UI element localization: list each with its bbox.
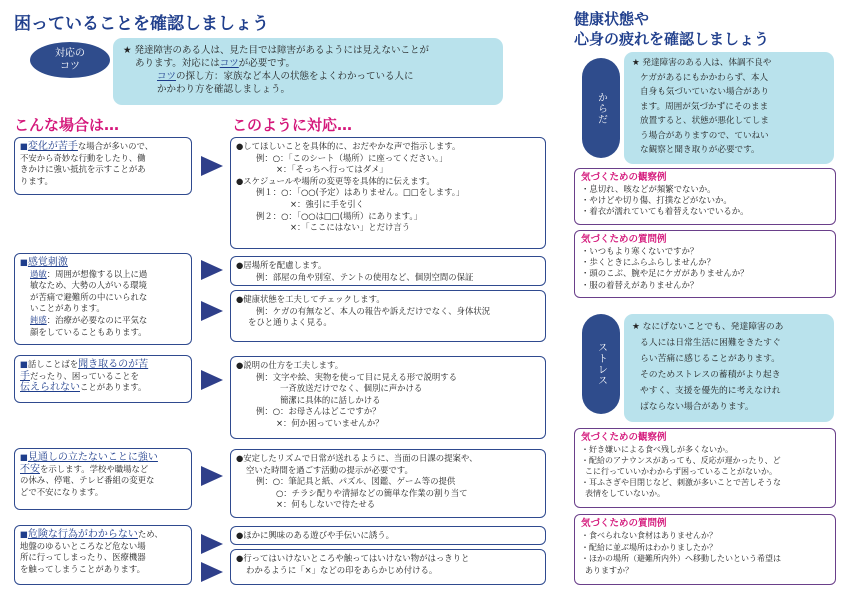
bullet: ■ [20, 529, 28, 539]
right-title-line2: 心身の疲れを確認しましょう [574, 30, 770, 48]
stress-obs-item: ・配給のアナウンスがあっても、反応が遅かったり、ど [581, 456, 781, 465]
response-line: 一斉放送だけでなく、個別に声かける [280, 383, 423, 394]
response-line: 簡潔に具体的に話しかける [280, 394, 381, 405]
case-text: ります。 [20, 175, 53, 186]
response-explain [230, 356, 546, 439]
karada-line: ます。周囲が気づかずにそのまま [640, 101, 769, 112]
karada-line: ケガがあるにもかかわらず、本人 [640, 72, 769, 83]
case-text: 敏なため、大勢の人がいる環境 [30, 280, 147, 291]
karada-line: ★ 発達障害のある人は、体調不良や [632, 58, 772, 68]
case-sensory-keyword: 感覚刺激 [27, 257, 68, 268]
tips-line4: かかわり方を確認しましょう。 [157, 84, 291, 95]
response-line: 空いた時間を過ごす活動の提示が必要です。 [246, 464, 413, 475]
karada-q-title: 気づくための質問例 [581, 234, 667, 245]
response-line: ○：チラシ配りや清掃などの簡単な作業の割り当て [276, 487, 468, 498]
case-uncertainty-keyword: 見通しの立たないことに強い [27, 452, 158, 463]
response-line: ●説明の仕方を工夫します。 [236, 360, 344, 370]
tips-box [113, 38, 503, 105]
case-text: ：周囲が想像する以上に過 [46, 268, 148, 279]
case-text: な場合が多いので、 [77, 141, 154, 151]
stress-box [624, 314, 834, 422]
stress-line: やすく、支援を優先的に考えなけれ [640, 386, 781, 396]
karada-q-item: ・頭のこぶ、腕や足にケガがありませんか？ [581, 268, 749, 279]
response-invite [230, 526, 546, 545]
case-text: ことがあります。 [80, 382, 147, 393]
tips-badge [30, 42, 110, 78]
keyword-hyper: 過敏 [30, 268, 47, 279]
stress-questions [574, 514, 836, 585]
case-danger-keyword: 危険な行為がわからない [27, 529, 138, 540]
karada-obs-item: ・息切れ、咳などが頻繁でないか。 [581, 184, 716, 194]
page-title: 困っていることを確認しましょう [14, 14, 269, 34]
response-line: ●行ってはいけないところや触ってはいけない物がはっきりと [236, 553, 470, 563]
stress-q-item: ・食べられない食材はありませんか？ [581, 531, 717, 540]
response-health [230, 290, 546, 342]
stress-obs-item: 表情をしていないか。 [585, 489, 665, 498]
response-line: ×：「そっちへ行ってはダメ」 [276, 164, 388, 175]
tips-badge-line1: 対応の [55, 48, 85, 59]
karada-line: な観察と聞き取りが必要です。 [640, 145, 760, 155]
response-place [230, 256, 546, 286]
stress-obs-title: 気づくための観察例 [581, 432, 667, 443]
tips-line2b: が必要です。 [238, 58, 296, 69]
tips-keyword: コツ [219, 58, 239, 69]
case-danger [14, 525, 192, 585]
stress-q-title: 気づくための質問例 [581, 518, 667, 529]
arrow-icon [201, 156, 223, 176]
case-uncertainty-keyword2: 不安 [20, 463, 40, 475]
karada-line: 放置すると、状態が悪化してしま [640, 116, 769, 126]
stress-line: らい苦痛に感じることがあります。 [640, 354, 781, 364]
stress-obs-item: ・好き嫌いによる食べ残しが多くないか。 [581, 445, 733, 454]
response-line: ×：強引に手を引く [290, 198, 365, 209]
karada-observation [574, 168, 836, 225]
response-line: 例２：○：「○○は□□(場所）にあります。」 [256, 210, 422, 221]
bullet: ■ [20, 257, 28, 267]
case-listening-keyword3: 伝えられない [20, 382, 80, 394]
keyword-hypo: 鈍感 [30, 314, 47, 325]
karada-q-item: ・服の着替えがありませんか？ [581, 279, 699, 290]
case-text: 顔をしていることもあります。 [30, 326, 147, 337]
response-line: ×：何もしないで待たせる [276, 499, 376, 510]
karada-line: う場合がありますので、ていねい [640, 130, 769, 141]
karada-badge [582, 58, 620, 158]
karada-questions [574, 230, 836, 298]
arrow-icon [201, 301, 223, 321]
arrow-icon [201, 534, 223, 554]
case-listening [14, 355, 192, 403]
arrow-icon [201, 260, 223, 280]
case-text: 地盤のゆるいところなど危ない場 [20, 540, 146, 551]
case-change-keyword: 変化が苦手 [27, 141, 78, 152]
arrow-icon [201, 370, 223, 390]
karada-obs-item: ・着衣が濡れていても着替えないでいるか。 [581, 206, 749, 217]
response-line: 例：部屋の角や別室、テントの使用など、個別空間の保証 [256, 271, 474, 282]
case-text: 所に行ってしまったり、医療機器 [20, 552, 146, 563]
case-text: 話しことばを [27, 359, 79, 369]
case-listening-keyword: 聞き取るのが苦 [78, 359, 149, 370]
stress-obs-item: こに行っていいかわからず困っていることがないか。 [585, 467, 777, 476]
case-uncertainty [14, 448, 192, 510]
stress-q-item: ありますか？ [585, 565, 633, 575]
response-change [230, 137, 546, 249]
response-line: ●健康状態を工夫してチェックします。 [236, 294, 385, 304]
right-title [574, 9, 769, 49]
response-line: ●安定したリズムで日常が送れるように、当面の日課の提案や、 [236, 453, 478, 463]
case-text: が苦痛で避難所の中にいられな [30, 291, 148, 302]
stress-badge [582, 314, 620, 414]
karada-obs-title: 気づくための観察例 [581, 172, 667, 183]
karada-line: 自身も気づいていない場合があり [640, 87, 769, 97]
response-routine [230, 449, 546, 518]
stress-obs-item: ・耳ふさぎや目閉じなど、刺激が多いことで苦しそうな [581, 478, 781, 487]
heading-responses: このように対応… [232, 116, 353, 134]
stress-badge-label: ストレス [595, 342, 607, 386]
response-line: 例：○：お母さんはどこですか？ [256, 406, 381, 417]
response-line: ×：「ここにはない」とだけ言う [290, 222, 411, 233]
response-line: 例：○：筆記具と紙、パズル、図鑑、ゲーム等の提供 [256, 476, 456, 487]
case-text: ため、 [137, 529, 163, 539]
tips-line3: の探し方：家族など本人の状態をよくわかっている人に [176, 71, 414, 82]
stress-line: る人には日常生活に困難をきたすぐ [640, 338, 781, 348]
case-change [14, 137, 192, 195]
tips-badge-line2: コツ [60, 61, 80, 72]
case-text: だったり、困っていることを [30, 370, 139, 381]
response-line: をひと通りよく見る。 [248, 317, 332, 328]
response-mark [230, 549, 546, 585]
case-text: を触ってしまうことがあります。 [20, 563, 145, 574]
karada-badge-label: からだ [595, 91, 607, 125]
stress-observation [574, 428, 836, 508]
response-line: ●してほしいことを具体的に、おだやかな声で指示します。 [236, 141, 461, 151]
tips-keyword2: コツ [157, 71, 177, 82]
karada-q-item: ・いつもより寒くないですか？ [581, 246, 699, 256]
case-sensory [14, 253, 192, 345]
stress-q-item: ・配給に並ぶ場所はわかりましたか？ [581, 542, 717, 552]
response-line: ●ほかに興味のある遊びや手伝いに誘う。 [236, 530, 395, 540]
bullet: ■ [20, 141, 28, 151]
case-text: いことがあります。 [30, 303, 105, 314]
response-line: わかるように「×」などの印をあらかじめ付ける。 [246, 564, 438, 575]
response-line: 例：文字や絵、実物を使って目に見える形で説明する [256, 371, 457, 382]
stress-line: そのためストレスの蓄積がより起き [640, 370, 781, 380]
case-text: 不安から奇妙な行動をしたり、働 [20, 152, 146, 163]
stress-line: ★ なにげないことでも、発達障害のあ [632, 322, 784, 332]
stress-q-item: ・ほかの場所（避難所内外）へ移動したいという希望は [581, 554, 781, 563]
bullet: ■ [20, 452, 28, 462]
case-listening-keyword2: 手 [20, 370, 30, 382]
karada-box [624, 52, 834, 164]
karada-q-item: ・歩くときにふらふらしませんか？ [581, 257, 715, 268]
case-text: ：治療が必要なのに平気な [46, 314, 148, 325]
response-line: ●スケジュールや場所の変更等を具体的に伝えます。 [236, 175, 435, 186]
response-line: 例１：○：「○○(予定）はありません。□□をします。」 [256, 187, 465, 198]
response-line: ×：何か困っていませんか？ [276, 417, 384, 428]
arrow-icon [201, 466, 223, 486]
tips-line2a: あります。対応には [135, 58, 220, 69]
response-line: ●居場所を配慮します。 [236, 260, 327, 270]
heading-cases: こんな場合は… [14, 116, 120, 134]
tips-line1: ★ 発達障害のある人は、見た目では障害があるようには見えないことが [123, 45, 430, 56]
case-text: の休み、停電、テレビ番組の変更な [20, 475, 155, 486]
case-text: きかけに強い抵抗を示すことがあ [20, 164, 146, 175]
right-title-line1: 健康状態や [574, 10, 650, 28]
response-line: 例：ケガの有無など、本人の報告や訴えだけでなく、身体状況 [256, 305, 491, 316]
karada-obs-item: ・やけどや切り傷、打撲などがないか。 [581, 195, 732, 206]
arrow-icon [201, 562, 223, 582]
case-text: どで不安になります。 [20, 486, 104, 497]
stress-line: ばならない場合があります。 [640, 402, 754, 412]
bullet: ■ [20, 359, 28, 369]
response-line: 例：○：「このシート（場所）に座ってください。」 [256, 152, 448, 163]
case-text: を示します。学校や職場など [40, 463, 149, 474]
